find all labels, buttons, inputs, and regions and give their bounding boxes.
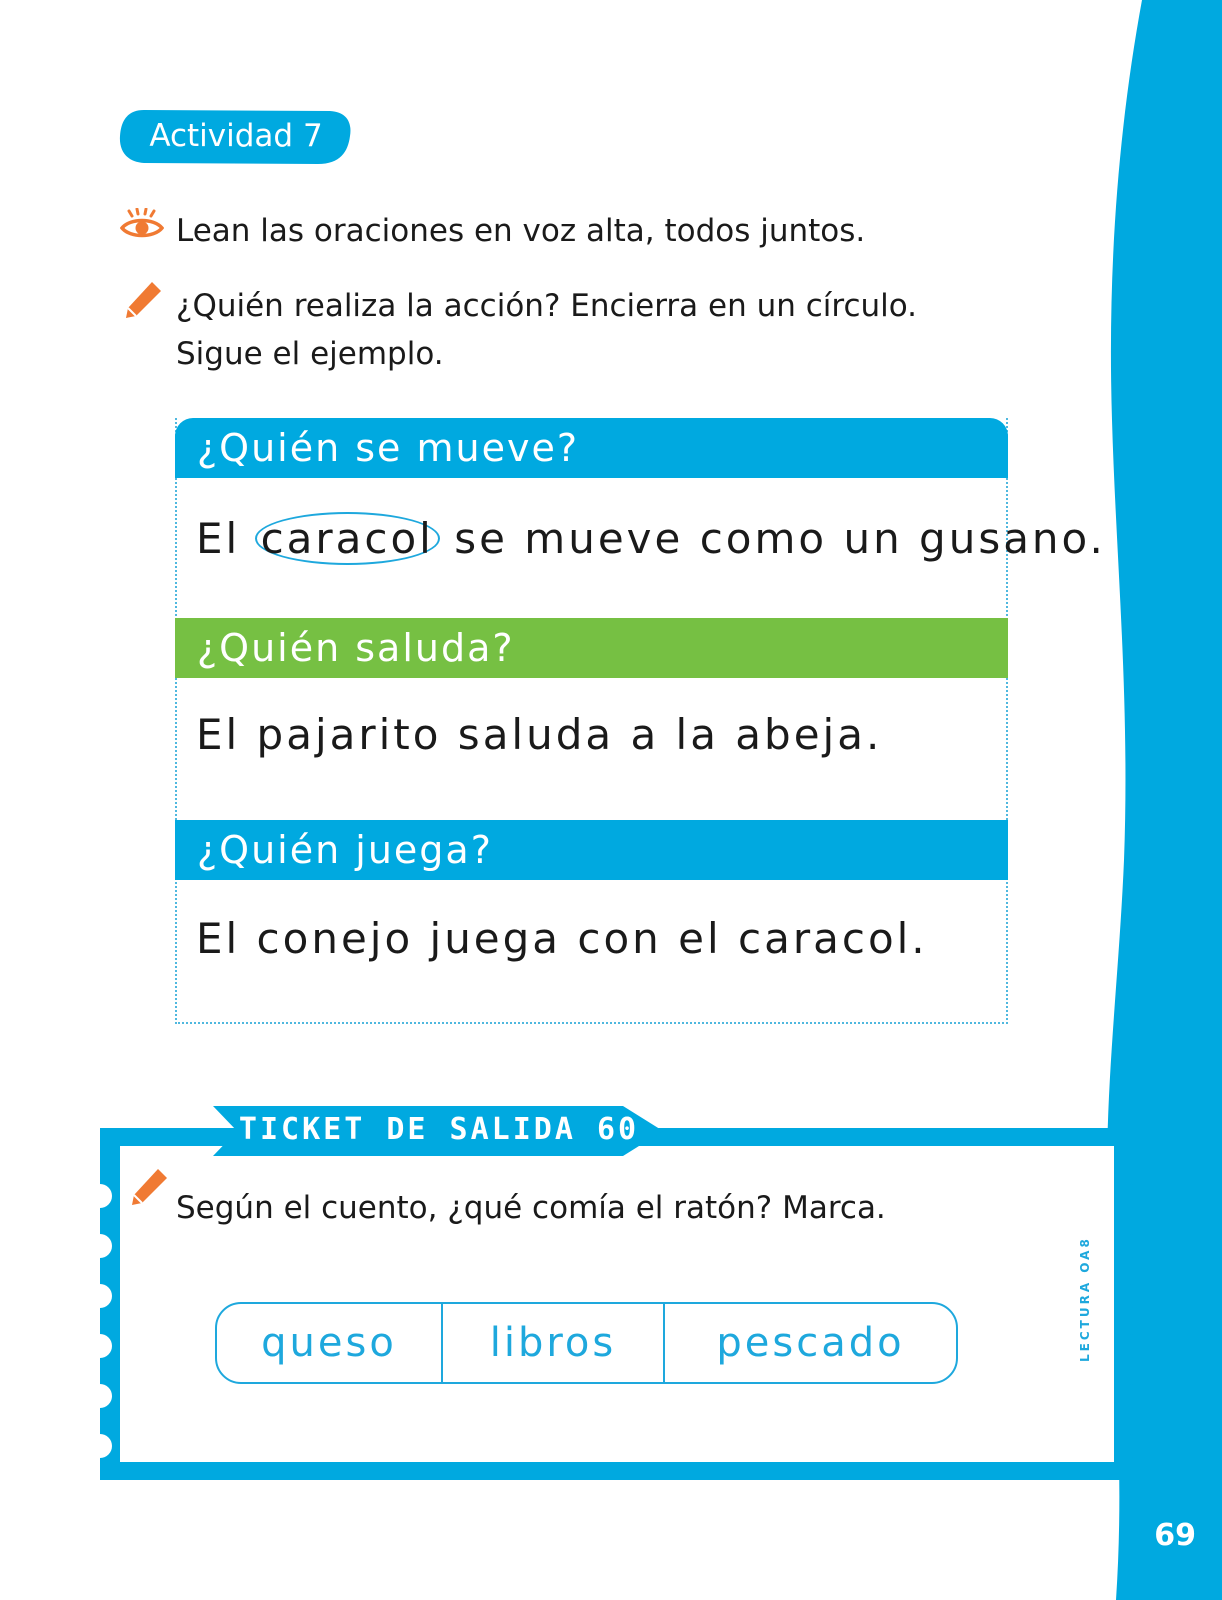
option-pescado[interactable]: pescado [663, 1304, 956, 1382]
pencil-icon [128, 1166, 170, 1208]
ticket-title-tab [213, 1103, 665, 1159]
instruction-line: ¿Quién realiza la acción? Encierra en un círculo. [176, 288, 918, 324]
instruction-line: Sigue el ejemplo. [176, 336, 444, 372]
sentence-3[interactable]: El conejo juega con el caracol. [196, 914, 928, 963]
activity-badge [118, 108, 354, 166]
curriculum-label: LECTURA OA8 [1078, 1236, 1092, 1362]
question-bar: ¿Quién saluda? [175, 618, 1008, 678]
sentence-2[interactable]: El pajarito saluda a la abeja. [196, 710, 883, 759]
activity-title: Actividad 7 [149, 118, 323, 154]
circled-word: caracol [255, 512, 440, 565]
instruction-circle [176, 282, 917, 378]
example-sentence: El caracol se mueve como un gusano. [196, 514, 1106, 563]
instruction-read: Lean las oraciones en voz alta, todos juntos. [176, 213, 866, 249]
ticket-question: Según el cuento, ¿qué comía el ratón? Marca. [176, 1190, 886, 1226]
option-queso[interactable]: queso [261, 1320, 397, 1366]
pencil-icon [122, 279, 164, 321]
question-bar: ¿Quién se mueve? [175, 418, 1008, 478]
ticket-title: TICKET DE SALIDA 60 [238, 1112, 640, 1147]
option-libros[interactable]: libros [441, 1304, 663, 1382]
question-bar: ¿Quién juega? [175, 820, 1008, 880]
page-number: 69 [1154, 1518, 1196, 1553]
eye-icon [120, 208, 164, 242]
answer-options [215, 1302, 958, 1384]
